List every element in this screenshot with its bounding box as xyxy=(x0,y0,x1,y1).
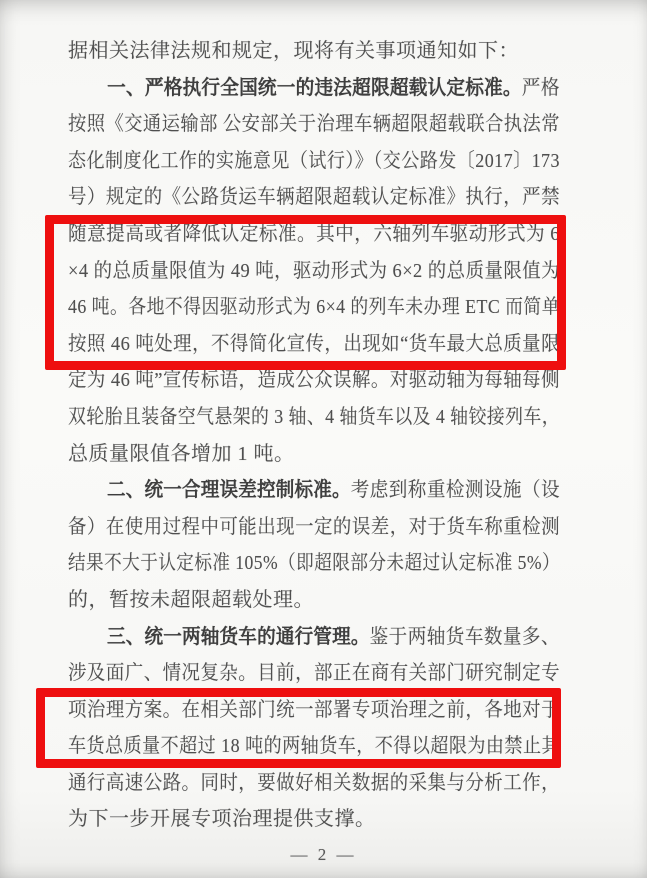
indent-spacer xyxy=(68,642,107,643)
text-segment: 的，暂按未超限超载处理。 xyxy=(68,588,314,611)
page-number: — 2 — xyxy=(290,845,357,864)
text-segment: 总质量限值各增加 1 吨。 xyxy=(68,442,295,465)
line-content xyxy=(68,582,314,619)
text-line xyxy=(68,655,560,692)
text-segment: 号）规定的《公路货运车辆超限超载认定标准》执行，严禁 xyxy=(68,186,560,209)
text-segment: 随意提高或者降低认定标准。其中，六轴列车驱动形式为 6 xyxy=(68,222,560,245)
document-text-block xyxy=(68,33,560,838)
text-line xyxy=(68,545,560,582)
text-segment: 涉及面广、情况复杂。目前，部正在商有关部门研究制定专 xyxy=(68,662,560,685)
text-line xyxy=(68,509,560,546)
text-segment: 严格 xyxy=(521,76,560,99)
text-line xyxy=(68,143,560,180)
text-segment: 按照 46 吨处理，不得简化宣传，出现如“货车最大总质量限 xyxy=(68,332,560,355)
line-content xyxy=(68,216,560,253)
text-segment: 据相关法律法规和规定，现将有关事项通知如下： xyxy=(68,40,519,62)
text-line xyxy=(68,765,560,802)
text-segment: 备）在使用过程中可能出现一定的误差，对于货车称重检测 xyxy=(68,515,560,538)
line-content xyxy=(68,106,560,143)
line-content xyxy=(68,362,560,399)
text-line xyxy=(68,33,560,70)
text-segment: 定为 46 吨”宣传标语，造成公众误解。对驱动轴为每轴每侧 xyxy=(68,369,560,392)
line-content xyxy=(68,728,560,765)
line-content xyxy=(68,801,376,838)
line-content xyxy=(68,33,519,70)
text-segment: 态化制度化工作的实施意见（试行）》（交公路发〔2017〕173 xyxy=(68,149,560,172)
text-line xyxy=(68,70,560,107)
section-heading: 二、统一合理误差控制标准。 xyxy=(106,479,351,502)
line-content xyxy=(68,399,560,436)
indent-spacer xyxy=(68,93,107,94)
line-content xyxy=(68,179,560,216)
indent-spacer xyxy=(68,495,107,496)
line-content xyxy=(68,692,560,729)
line-content xyxy=(68,289,560,326)
text-line xyxy=(68,692,560,729)
text-line xyxy=(68,728,560,765)
text-segment: 双轮胎且装备空气悬架的 3 轴、4 轴货车以及 4 轴铰接列车， xyxy=(68,405,560,428)
line-content xyxy=(68,143,560,180)
line-content xyxy=(68,765,560,802)
line-content xyxy=(68,619,560,656)
text-segment: 鉴于两轴货车数量多、 xyxy=(369,625,560,648)
text-line xyxy=(68,582,560,619)
line-content xyxy=(68,70,560,107)
line-content xyxy=(68,472,560,509)
text-segment: 按照《交通运输部 公安部关于治理车辆超限超载联合执法常 xyxy=(68,113,560,136)
text-line xyxy=(68,106,560,143)
text-segment: ×4 的总质量限值为 49 吨，驱动形式为 6×2 的总质量限值为 xyxy=(68,259,560,282)
text-line xyxy=(68,253,560,290)
text-line xyxy=(68,472,560,509)
section-heading: 三、统一两轴货车的通行管理。 xyxy=(107,625,370,648)
text-line xyxy=(68,362,560,399)
text-line xyxy=(68,436,560,473)
text-line xyxy=(68,179,560,216)
text-line xyxy=(68,399,560,436)
text-segment: 项治理方案。在相关部门统一部署专项治理之前，各地对于 xyxy=(68,698,560,721)
text-segment: 46 吨。各地不得因驱动形式为 6×4 的列车未办理 ETC 而简单 xyxy=(68,296,560,319)
text-segment: 通行高速公路。同时，要做好相关数据的采集与分析工作， xyxy=(68,771,560,794)
text-segment: 为下一步开展专项治理提供支撑。 xyxy=(68,808,376,831)
line-content xyxy=(68,655,560,692)
text-segment: 考虑到称重检测设施（设 xyxy=(350,479,560,502)
text-line xyxy=(68,801,560,838)
section-heading: 一、严格执行全国统一的违法超限超载认定标准。 xyxy=(107,76,522,99)
text-segment: 结果不大于认定标准 105%（即超限部分未超过认定标准 5%） xyxy=(68,552,560,575)
text-line xyxy=(68,326,560,363)
line-content xyxy=(68,253,560,290)
line-content xyxy=(68,326,560,363)
text-segment: 车货总质量不超过 18 吨的两轴货车，不得以超限为由禁止其 xyxy=(68,735,560,758)
text-line xyxy=(68,216,560,253)
line-content xyxy=(68,545,560,582)
line-content xyxy=(68,436,295,473)
text-line xyxy=(68,619,560,656)
line-content xyxy=(68,509,560,546)
text-line xyxy=(68,289,560,326)
